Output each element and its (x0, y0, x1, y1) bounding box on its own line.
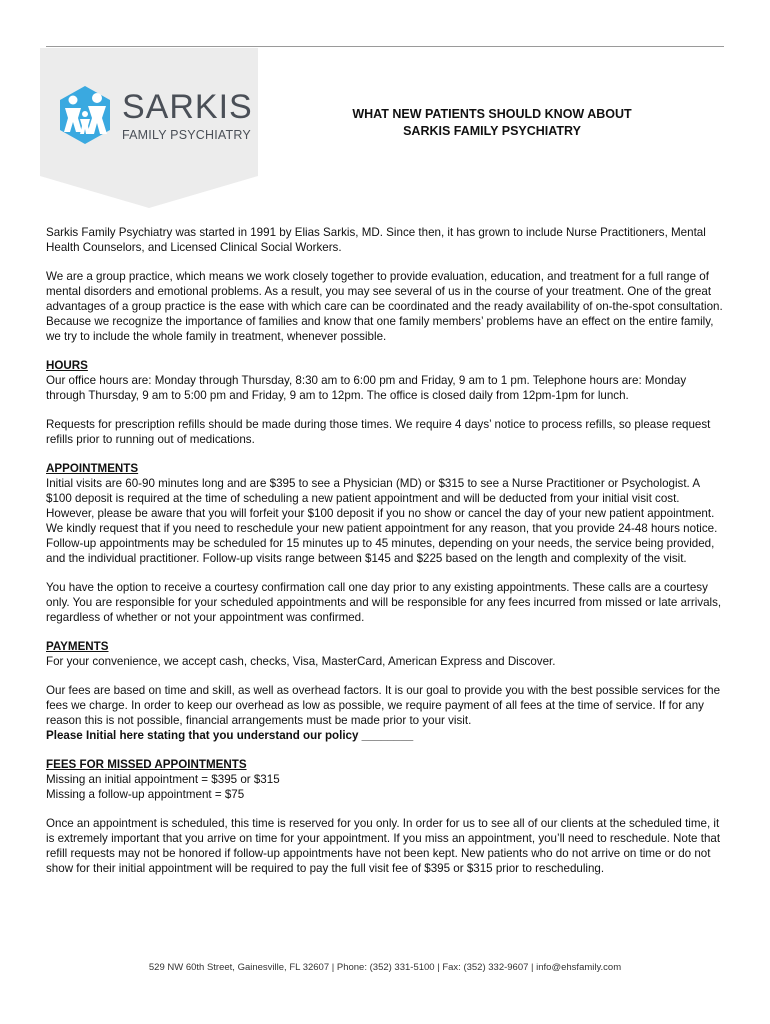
hours-section (46, 358, 728, 447)
payments-section (46, 639, 728, 743)
document-title (302, 106, 682, 140)
hours-heading: HOURS (46, 359, 88, 372)
missed-appointments-section (46, 757, 728, 876)
logo-subtitle: FAMILY PSYCHIATRY (122, 128, 251, 142)
title-line-1: WHAT NEW PATIENTS SHOULD KNOW ABOUT (352, 107, 632, 121)
missed-appointments-heading: FEES FOR MISSED APPOINTMENTS (46, 758, 247, 771)
intro-paragraph-1: Sarkis Family Psychiatry was started in 1991 by Elias Sarkis, MD. Since then, it has grown to include Nurse Practitioners, Mental Health Counselors, and Licensed Clinical Social Workers. (46, 226, 706, 254)
title-line-2: SARKIS FAMILY PSYCHIATRY (403, 124, 581, 138)
appointments-section (46, 461, 728, 625)
missed-followup-fee: Missing a follow-up appointment = $75 (46, 788, 245, 801)
logo-wordmark (122, 90, 253, 142)
payments-paragraph-1: For your convenience, we accept cash, checks, Visa, MasterCard, American Express and Discover. (46, 655, 556, 668)
intro-paragraph-2: We are a group practice, which means we work closely together to provide evaluation, education, and treatment for a full range of mental disorders and emotional problems. As a result, you may see several of us in the course of your treatment. One of the great advantages of a group practice is the ease with which care can be coordinated and the ready availability of on-the-spot consultation. Because we recognize the importance of families and know that one family members’ problems have an effect on the entire family, we try to include the whole family in treatment, whenever possible. (46, 270, 723, 343)
top-divider (46, 46, 724, 47)
hours-paragraph-1: Our office hours are: Monday through Thursday, 8:30 am to 6:00 pm and Friday, 9 am to 1 pm. Telephone hours are: Monday through Thursday, 9 am to 5:00 pm and Friday, 9 am to 12pm. The office is closed daily from 12pm-1pm for lunch. (46, 374, 687, 402)
document-body (46, 225, 728, 890)
footer-contact: 529 NW 60th Street, Gainesville, FL 32607 | Phone: (352) 331-5100 | Fax: (352) 332-9607 | info@ehsfamily.com (148, 962, 622, 973)
missed-paragraph: Once an appointment is scheduled, this time is reserved for you only. In order for us to see all of our clients at the scheduled time, it is extremely important that you arrive on time for your appointment. If you miss an appointment, you’ll need to reschedule. Note that refill requests may not be honored if follow-up appointments have not been kept. New patients who do not arrive on time or do not show for their initial appointment will be required to pay the full visit fee of $395 or $315 prior to rescheduling. (46, 817, 721, 875)
payments-paragraph-2: Our fees are based on time and skill, as well as overhead factors. It is our goal to provide you with the best possible services for the fees we charge. In order to keep our overhead as low as possible, we require payment of all fees at the time of service. If for any reason this is not possible, financial arrangements must be made prior to your visit. (46, 684, 721, 727)
hours-paragraph-2: Requests for prescription refills should be made during those times. We require 4 days’ notice to process refills, so please request refills prior to running out of medications. (46, 418, 711, 446)
initial-policy-line: Please Initial here stating that you understand our policy ________ (46, 729, 414, 742)
appointments-heading: APPOINTMENTS (46, 462, 139, 475)
appointments-paragraph-2: You have the option to receive a courtesy confirmation call one day prior to any existing appointments. These calls are a courtesy only. You are responsible for your scheduled appointments and will be responsible for any fees incurred from missed or late arrivals, regardless of whether or not your appointment was confirmed. (46, 581, 722, 624)
appointments-paragraph-1: Initial visits are 60-90 minutes long and are $395 to see a Physician (MD) or $315 to see a Nurse Practitioner or Psychologist. A $100 deposit is required at the time of scheduling a new patient appointment and will be deducted from your initial visit cost. However, please be aware that you will forfeit your $100 deposit if you no show or cancel the day of your new patient appointment. We kindly request that if you need to reschedule your new patient appointment for any reason, that you provide 24-48 hours notice. Follow-up appointments may be scheduled for 15 minutes up to 45 minutes, depending on your needs, the service being provided, and the individual practitioner. Follow-up visits range between $145 and $225 based on the length and complexity of the visit. (46, 477, 718, 565)
missed-initial-fee: Missing an initial appointment = $395 or $315 (46, 773, 280, 786)
payments-heading: PAYMENTS (46, 640, 109, 653)
logo-name: SARKIS (122, 88, 253, 126)
